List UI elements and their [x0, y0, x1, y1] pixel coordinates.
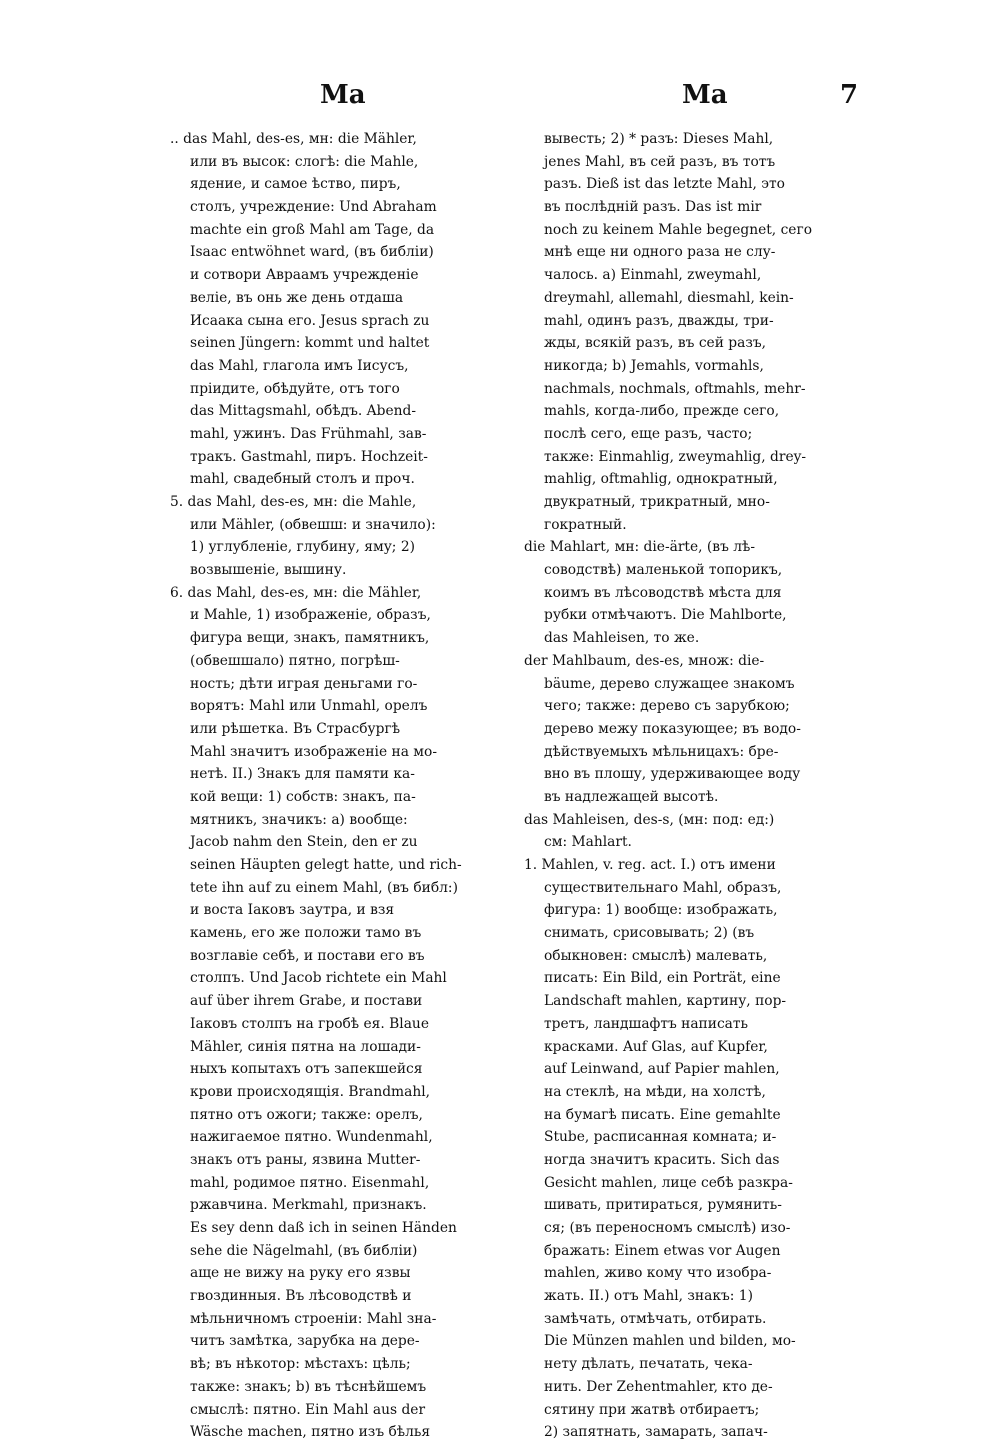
text-line: вывесть; 2) * разъ: Dieses Mahl,: [544, 131, 774, 147]
text-line: знакъ отъ раны, язвина Mutter-: [190, 1151, 421, 1168]
text-line: и Mahle, 1) изображенiе, образъ,: [190, 607, 431, 624]
text-line: мятникъ, значикъ: a) вообще:: [190, 811, 408, 828]
text-line: гократный.: [544, 516, 627, 533]
text-line: auf Leinwand, auf Papier mahlen,: [544, 1061, 780, 1078]
text-line: пятно отъ ожоги; также: орелъ,: [190, 1106, 423, 1123]
text-line: тракъ. Gastmahl, пиръ. Hochzeit-: [190, 448, 428, 465]
text-line: der Mahlbaum, des-es, множ: die-: [524, 652, 765, 669]
text-line: Landschaft mahlen, картину, пор-: [544, 993, 787, 1010]
text-line: das Mittagsmahl, обѣдъ. Abend-: [190, 403, 416, 420]
text-line: жды, всякiй разъ, въ сей разъ,: [544, 335, 767, 352]
text-line: 6. das Mahl, des-es, мн: die Mähler,: [170, 584, 422, 601]
text-line: 5. das Mahl, des-es, мн: die Mahle,: [170, 494, 417, 510]
text-line: dreymahl, allemahl, diesmahl, kein-: [544, 289, 794, 306]
text-line: (обвешшало) пятно, погрѣш-: [190, 652, 400, 669]
text-line: jenes Mahl, въ сей разъ, въ тотъ: [544, 153, 776, 170]
text-line: нетѣ. II.) Знакъ для памяти ка-: [190, 766, 415, 783]
text-line: и воста Iаковъ заутра, и взя: [190, 902, 395, 919]
text-line: mahl, родимое пятно. Eisenmahl,: [190, 1174, 430, 1191]
text-line: аще не вижу на руку его язвы: [190, 1265, 411, 1282]
text-line: послѣ сего, еще разъ, часто;: [544, 425, 753, 442]
text-line: Wäsche machen, пятно изъ бѣлья: [190, 1424, 431, 1441]
text-line: 1. Mahlen, v. reg. act. I.) отъ имени: [524, 857, 776, 873]
text-line: auf über ihrem Grabe, и постави: [190, 993, 423, 1010]
text-line: дѣйствуемыхъ мѣльницахъ: бре-: [544, 743, 779, 760]
text-line: также: Einmahlig, zweymahlig, drey-: [544, 448, 807, 465]
text-line: ядение, и самое ѣство, пиръ,: [190, 176, 401, 193]
right-column: [524, 128, 860, 1444]
text-line: bäume, дерево служащее знакомъ: [544, 675, 795, 692]
left-column: [170, 128, 510, 1444]
text-line: соводствѣ) маленькой топорикъ,: [544, 562, 783, 579]
text-line: sehe die Nägelmahl, (въ библiи): [190, 1242, 418, 1259]
text-line: seinen Jüngern: kommt und haltet: [190, 335, 430, 352]
text-line: существительнаго Mahl, образъ,: [544, 879, 782, 896]
text-line: Mähler, синiя пятна на лошади-: [190, 1038, 421, 1055]
text-line: велiе, въ онь же день отдаша: [190, 289, 404, 306]
text-line: камень, его же положи тамо въ: [190, 925, 422, 942]
text-line: ность; дѣти играя деньгами го-: [190, 675, 418, 692]
text-line: noch zu keinem Mahle begegnet, сего: [544, 221, 813, 238]
text-line: das Mahleisen, des-s, (мн: под: ед:): [524, 811, 775, 828]
text-line: снимать, срисовывать; 2) (въ: [544, 925, 755, 942]
text-line: Die Münzen mahlen und bilden, мо-: [544, 1333, 796, 1350]
text-line: нажигаемое пятно. Wundenmahl,: [190, 1129, 433, 1146]
text-line: фигура: 1) вообще: изображать,: [544, 902, 778, 919]
text-line: Isaac entwöhnet ward, (въ библiи): [190, 244, 434, 261]
text-line: tete ihn auf zu einem Mahl, (въ библ:): [190, 879, 458, 896]
text-line: бражать: Einem etwas vor Augen: [544, 1242, 781, 1259]
text-line: фигура вещи, знакъ, памятникъ,: [190, 630, 430, 647]
text-line: чего; также: дерево съ зарубкою;: [544, 698, 790, 715]
text-line: никогда; b) Jemahls, vormahls,: [544, 357, 764, 374]
text-line: на бумагѣ писать. Eine gemahlte: [544, 1106, 781, 1123]
text-line: Iаковъ столпъ на гробѣ ея. Blaue: [190, 1015, 429, 1032]
running-head-right: Ma: [682, 80, 728, 110]
text-line: замѣчать, отмѣчать, отбирать.: [544, 1310, 767, 1327]
running-head-left: Ma: [320, 80, 366, 110]
text-line: читъ замѣтка, зарубка на дере-: [190, 1333, 420, 1350]
text-line: или Mähler, (обвешш: и значило):: [190, 516, 436, 533]
text-line: 2) запятнать, замарать, запач-: [544, 1424, 768, 1441]
text-line: прiидите, обѣдуйте, отъ того: [190, 380, 400, 397]
text-line: ворятъ: Mahl или Unmahl, орелъ: [190, 698, 428, 715]
text-line: или рѣшетка. Въ Страсбургѣ: [190, 720, 401, 737]
text-line: двукратный, трикратный, мно-: [544, 494, 770, 510]
text-line: ногда значитъ красить. Sich das: [544, 1151, 780, 1168]
text-line: сятину при жатвѣ отбираетъ;: [544, 1401, 760, 1418]
text-line: мнѣ еще ни одного раза не слу-: [544, 244, 776, 261]
text-line: mahl, одинъ разъ, дважды, три-: [544, 312, 774, 329]
text-line: чалось. a) Einmahl, zweymahl,: [544, 267, 762, 284]
text-line: ся; (въ переносномъ смыслѣ) изо-: [544, 1220, 791, 1236]
text-line: нету дѣлать, печатать, чека-: [544, 1356, 753, 1373]
text-line: seinen Häupten gelegt hatte, und rich-: [190, 857, 462, 873]
text-line: Stube, расписанная комната; и-: [544, 1129, 777, 1146]
text-line: nachmals, nochmals, oftmahls, mehr-: [544, 380, 806, 397]
text-line: 1) углубленiе, глубину, яму; 2): [190, 539, 416, 556]
page-header: [0, 80, 1000, 120]
text-line: die Mahlart, мн: die-ärte, (въ лѣ-: [524, 539, 755, 556]
text-line: или въ высок: слогѣ: die Mahle,: [190, 153, 419, 170]
text-line: mahlig, oftmahlig, однократный,: [544, 471, 778, 488]
text-line: Es sey denn daß ich in seinen Händen: [190, 1220, 457, 1236]
text-line: третъ, ландшафтъ написать: [544, 1015, 749, 1032]
text-line: mahlen, живо кому что изобра-: [544, 1265, 772, 1282]
text-line: и сотвори Авраамъ учрежденiе: [190, 267, 419, 284]
text-line: см: Mahlart.: [544, 834, 632, 851]
text-line: ржавчина. Merkmahl, признакъ.: [190, 1197, 427, 1214]
text-line: красками. Auf Glas, auf Kupfer,: [544, 1038, 768, 1055]
text-line: столъ, учреждение: Und Abraham: [190, 199, 437, 216]
text-line: вно въ плошу, удерживающее воду: [544, 766, 801, 783]
text-line: крови происходящiя. Brandmahl,: [190, 1083, 431, 1100]
text-line: вѣ; въ нѣкотор: мѣстахъ: цѣль;: [190, 1356, 411, 1373]
text-line: въ надлежащей высотѣ.: [544, 788, 719, 805]
text-line: столпъ. Und Jacob richtete ein Mahl: [190, 970, 447, 987]
text-line: рубки отмѣчаютъ. Die Mahlborte,: [544, 607, 787, 624]
text-line: Mahl значитъ изображенiе на мо-: [190, 743, 438, 760]
text-line: писать: Ein Bild, ein Porträt, eine: [544, 970, 781, 987]
text-line: дерево межу показующее; въ водо-: [544, 720, 801, 737]
text-line: mahls, когда-либо, прежде сего,: [544, 403, 780, 420]
text-line: мѣльничномъ строенiи: Mahl зна-: [190, 1310, 437, 1327]
text-line: кой вещи: 1) собств: знакъ, па-: [190, 788, 416, 805]
text-line: возвышенiе, вышину.: [190, 562, 347, 579]
text-line: смыслѣ: пятно. Ein Mahl aus der: [190, 1401, 426, 1418]
text-line: .. das Mahl, des-es, мн: die Mähler,: [170, 131, 417, 147]
text-line: жать. II.) отъ Mahl, знакъ: 1): [544, 1288, 753, 1305]
text-line: mahl, ужинъ. Das Frühmahl, зав-: [190, 425, 427, 442]
text-line: на стеклѣ, на мѣди, на холстѣ,: [544, 1083, 766, 1100]
text-line: ныхъ копытахъ отъ запекшейся: [190, 1061, 423, 1078]
text-line: das Mahl, глагола имъ Iисусъ,: [190, 357, 409, 374]
text-line: разъ. Dieß ist das letzte Mahl, это: [544, 176, 785, 193]
text-line: шивать, притираться, румянить-: [544, 1197, 782, 1214]
text-line: также: знакъ; b) въ тѣснѣйшемъ: [190, 1378, 427, 1395]
text-line: обыкновен: смыслѣ) малевать,: [544, 947, 768, 964]
text-line: нить. Der Zehentmahler, кто де-: [544, 1378, 773, 1395]
text-line: das Mahleisen, то же.: [544, 630, 700, 647]
text-line: въ послѣднiй разъ. Das ist mir: [544, 199, 762, 216]
text-line: гвоздинныя. Въ лѣсоводствѣ и: [190, 1288, 412, 1305]
page-number: 7: [840, 80, 859, 110]
text-line: коимъ въ лѣсоводствѣ мѣста для: [544, 584, 782, 601]
text-line: Gesicht mahlen, лице себѣ разкра-: [544, 1174, 793, 1191]
text-line: mahl, свадебный столъ и проч.: [190, 471, 415, 488]
text-line: возглавiе себѣ, и постави его въ: [190, 947, 425, 964]
text-line: Исаака сына его. Jesus sprach zu: [190, 312, 430, 329]
text-line: machte ein groß Mahl am Tage, da: [190, 221, 435, 238]
text-line: Jacob nahm den Stein, den er zu: [190, 834, 418, 851]
